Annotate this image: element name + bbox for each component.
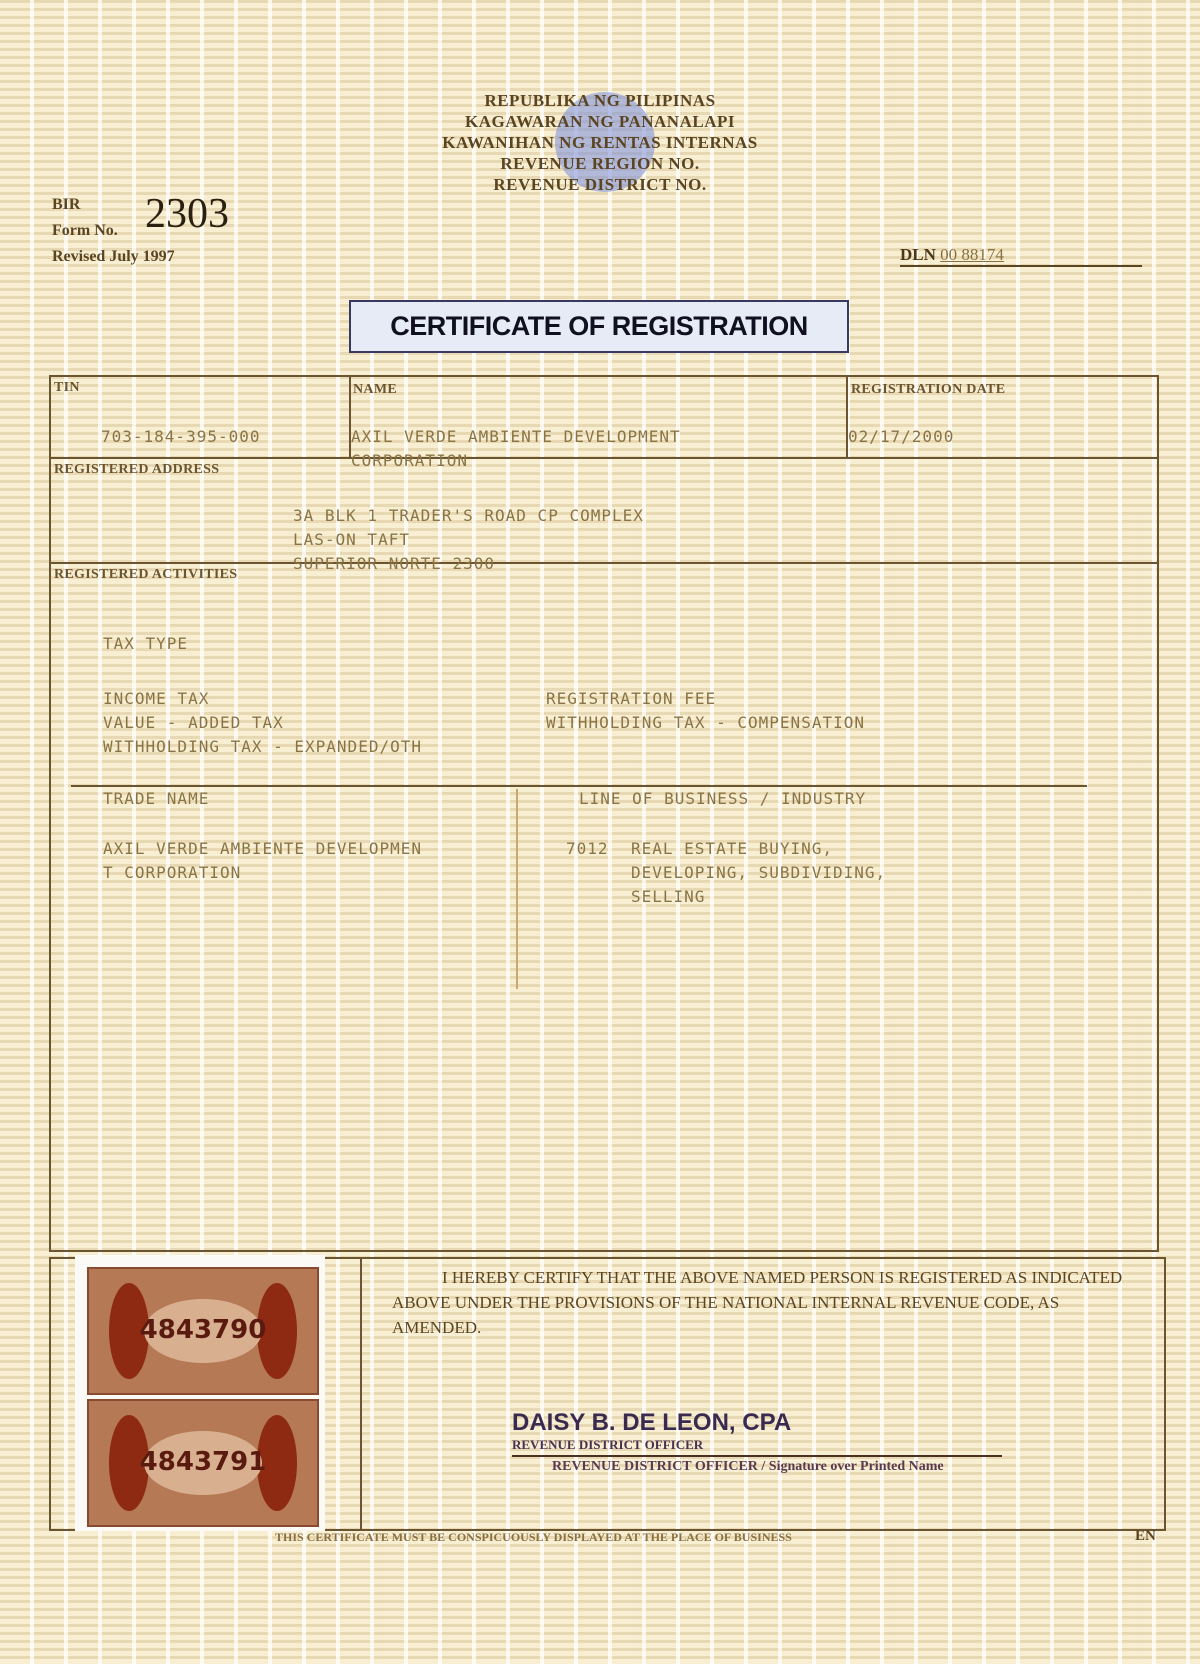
form-revision: Revised July 1997: [52, 248, 175, 265]
tax-types-right: REGISTRATION FEE WITHHOLDING TAX - COMPENSATION: [546, 689, 865, 732]
certification-box: [360, 1259, 1164, 1529]
tin-value: 703-184-395-000: [101, 427, 261, 446]
page-title: CERTIFICATE OF REGISTRATION: [349, 300, 849, 353]
header-line: KAGAWARAN NG PANANALAPI: [465, 112, 735, 131]
activities-label: REGISTERED ACTIVITIES: [54, 567, 238, 582]
certification-section: [49, 1257, 1166, 1531]
signatory-subtitle: REVENUE DISTRICT OFFICER: [512, 1437, 704, 1452]
documentary-stamp: [87, 1267, 319, 1395]
line-of-business-value: REAL ESTATE BUYING, DEVELOPING, SUBDIVIDING, SELLING: [631, 839, 887, 906]
header-line: REVENUE DISTRICT NO.: [493, 175, 707, 194]
line-of-business-label: LINE OF BUSINESS / INDUSTRY: [579, 789, 867, 808]
registration-table: [49, 375, 1159, 1252]
header-line: REPUBLIKA NG PILIPINAS: [484, 91, 716, 110]
footer-code: EN: [1135, 1528, 1156, 1544]
psic-code: 7012: [566, 839, 609, 858]
certification-text: I HEREBY CERTIFY THAT THE ABOVE NAMED PERSON IS REGISTERED AS INDICATED ABOVE UNDER THE PROVISIONS OF THE NATIONAL INTERNAL REVENUE CODE, AS AMENDED.: [392, 1268, 1123, 1337]
reg-date-value: 02/17/2000: [848, 427, 955, 446]
signature-block: [512, 1409, 1002, 1475]
name-value: AXIL VERDE AMBIENTE DEVELOPMENT CORPORATION: [351, 427, 681, 470]
dln-field: [900, 245, 1142, 267]
address-label: REGISTERED ADDRESS: [54, 462, 220, 477]
agency-header: [0, 90, 1200, 195]
form-number: 2303: [145, 191, 229, 237]
tax-types-left: INCOME TAX VALUE - ADDED TAX WITHHOLDING TAX - EXPANDED/OTH: [103, 689, 422, 756]
documentary-stamps: [75, 1255, 325, 1531]
signature-line: [512, 1455, 1002, 1457]
signatory-name: DAISY B. DE LEON, CPA: [512, 1409, 792, 1436]
stamp-number: 4843791: [139, 1447, 267, 1477]
signatory-position: REVENUE DISTRICT OFFICER / Signature over Printed Name: [552, 1459, 944, 1474]
tin-label: TIN: [54, 380, 80, 395]
column-separator: [516, 789, 518, 989]
header-line: KAWANIHAN NG RENTAS INTERNAS: [442, 133, 758, 152]
reg-date-label: REGISTRATION DATE: [851, 382, 1006, 397]
trade-name-value: AXIL VERDE AMBIENTE DEVELOPMEN T CORPORATION: [103, 839, 422, 882]
tax-type-label: TAX TYPE: [103, 634, 189, 653]
name-label: NAME: [353, 382, 397, 397]
documentary-stamp: [87, 1399, 319, 1527]
footer-note: THIS CERTIFICATE MUST BE CONSPICUOUSLY DISPLAYED AT THE PLACE OF BUSINESS: [275, 1530, 792, 1544]
dln-label: DLN: [900, 245, 936, 264]
agency-abbr: BIR: [52, 196, 81, 213]
trade-name-label: TRADE NAME: [103, 789, 210, 808]
header-line: REVENUE REGION NO.: [500, 154, 700, 173]
stamp-number: 4843790: [139, 1315, 267, 1345]
dln-value: 00 88174: [940, 245, 1004, 264]
address-value: 3A BLK 1 TRADER'S ROAD CP COMPLEX LAS-ON TAFT SUPERIOR NORTE 2300: [293, 506, 644, 573]
form-no-label: Form No.: [52, 222, 118, 239]
